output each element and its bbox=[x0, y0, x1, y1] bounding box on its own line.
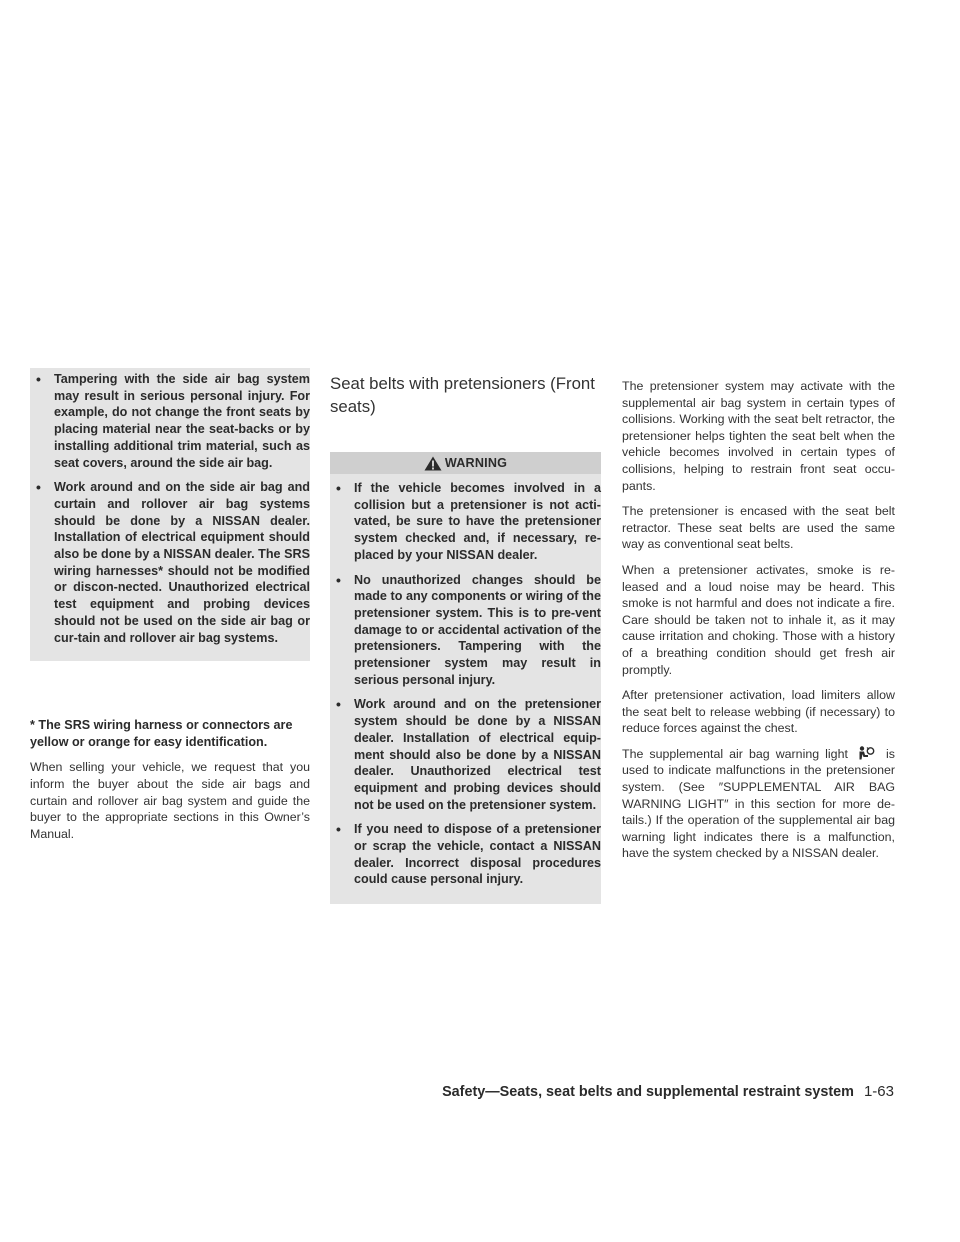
list-item: • No unauthorized changes should be made to any components or wiring of the pretensioner system. This is to pre-vent damage to or accidental activation of the pretensioners. Tampering with the pretensioner system may result in serious personal injury. bbox=[336, 571, 601, 687]
page-number: 1-63 bbox=[863, 1083, 894, 1100]
list-item: • Work around and on the pretensioner system should be done by a NISSAN dealer. Installation of electrical equip-ment should also be done by a NISSAN dealer. Unauthorized electrical test equipment and probing devices should not be used on the pretensioner system. bbox=[336, 696, 601, 812]
selling-vehicle-paragraph: When selling your vehicle, we request that you inform the buyer about the side air bags and curtain and rollover air bag system and guide the buyer to the appropriate sections in this Owner’s Manual. bbox=[30, 760, 310, 841]
pretensioner-warning-list bbox=[330, 480, 601, 888]
side-airbag-warning-box bbox=[30, 368, 310, 661]
bullet: • bbox=[36, 371, 41, 387]
srs-harness-footnote: * The SRS wiring harness or connectors are yellow or orange for easy identification. bbox=[30, 718, 293, 749]
bullet: • bbox=[336, 696, 341, 713]
footer-section-title: Safety—Seats, seat belts and supplemental restraint system bbox=[442, 1084, 854, 1100]
list-item: • Tampering with the side air bag system may result in serious personal injury. For example, do not change the front seats by placing material near the seat-backs or by installing additional trim material, such as seat covers, around the side air bag. bbox=[36, 371, 310, 470]
pretensioner-warning-box bbox=[330, 452, 601, 904]
bullet: • bbox=[336, 480, 341, 496]
left-column-body bbox=[30, 717, 310, 851]
paragraph: When a pretensioner activates, smoke is re-leased and a loud noise may be heard. This smoke is not harmful and does not indicate a fire. Care should be taken not to inhale it, as it may cause irritation and choking. Those with a history of a breathing condition should get fresh air promptly. bbox=[622, 562, 895, 677]
page-footer bbox=[442, 1083, 894, 1100]
airbag-warning-light-icon bbox=[856, 746, 878, 760]
warning-light-paragraph: The supplemental air bag warning light is used to indicate malfunctions in the pretensioner system. (See ″SUPPLEMENTAL AIR BAG WARNING LIGHT″ in this section for more de-tails.) If the operation of the supplemental air bag warning light indicates there is a malfunction, have the system checked by a NISSAN dealer. bbox=[622, 746, 895, 861]
warning-triangle-icon bbox=[424, 456, 442, 471]
pretensioner-description bbox=[622, 378, 895, 871]
list-item: • If you need to dispose of a pretensioner or scrap the vehicle, contact a NISSAN dealer. Incorrect disposal procedures could cause personal injury. bbox=[336, 821, 601, 887]
paragraph: The pretensioner is encased with the seat belt retractor. These seat belts are used the same way as conventional seat belts. bbox=[622, 504, 895, 552]
list-item: • Work around and on the side air bag and curtain and rollover air bag systems should be done by a NISSAN dealer. Installation of electrical equipment should also be done by a NISSAN dealer. The SRS wiring harnesses* should not be modified or discon-nected. Unauthorized electrical test equipment and probing devices should not be used on the side air bag or cur-tain and rollover air bag systems. bbox=[36, 479, 310, 645]
section-heading: Seat belts with pretensioners (Front seats) bbox=[330, 374, 595, 416]
list-item: • If the vehicle becomes involved in a collision but a pretensioner is not acti-vated, be sure to have the pretensioner system checked and, if necessary, re-placed by your NISSAN dealer. bbox=[336, 480, 601, 562]
paragraph: The pretensioner system may activate with the supplemental air bag system in certain types of collisions. Working with the seat belt retractor, the pretensioner helps tighten the seat belt when the vehicle becomes involved in certain types of collisions, helping to restrain front seat occu-pants. bbox=[622, 379, 895, 493]
bullet: • bbox=[336, 821, 341, 838]
bullet: • bbox=[36, 479, 41, 496]
warning-label: WARNING bbox=[444, 456, 508, 470]
bullet: • bbox=[336, 571, 341, 588]
warning-header bbox=[330, 452, 601, 474]
side-airbag-warning-list bbox=[30, 371, 310, 646]
paragraph: After pretensioner activation, load limiters allow the seat belt to release webbing (if necessary) to reduce forces against the chest. bbox=[622, 688, 895, 736]
